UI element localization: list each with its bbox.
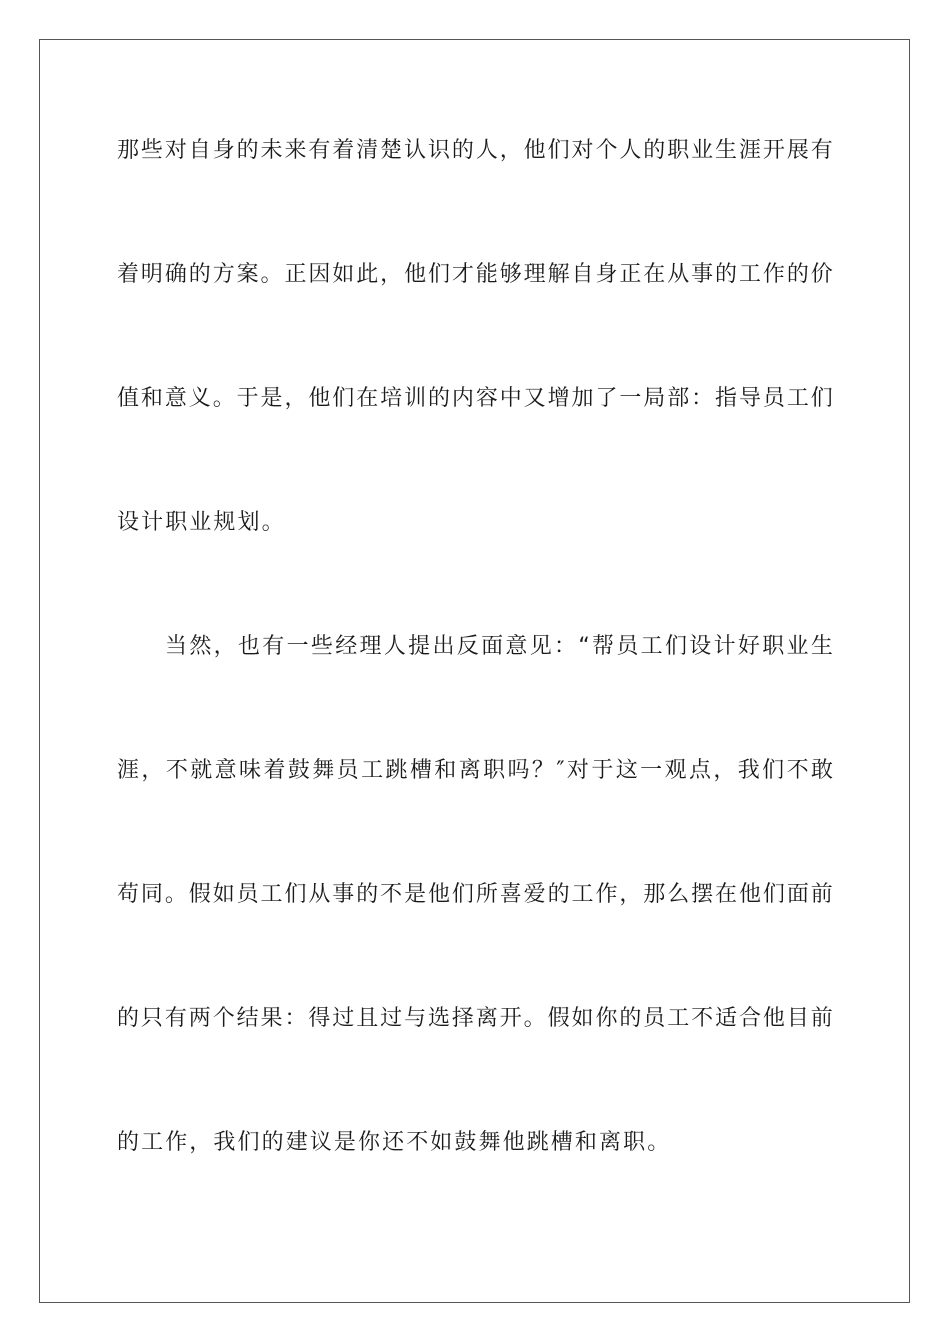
paragraph-1-line-1: 那 些 对 自 身 的 未 来 有 着 清 楚 认 识 的 人 ， 他 们 对 个 人 的 职 业 生 涯 开 展 有: [117, 138, 833, 163]
paragraph-2-line-1: 当 然 ， 也 有 一 些 经 理 人 提 出 反 面 意 见 ： “ 帮 员 工 们 设 计 好 职 业 生: [165, 634, 833, 659]
paragraph-2-line-5: 的工作，我们的建议是你还不如鼓舞他跳槽和离职。: [117, 1130, 672, 1155]
paragraph-1-line-4: 设计职业规划。: [117, 510, 286, 535]
paragraph-1-line-3: 值 和 意 义 。 于 是 ， 他 们 在 培 训 的 内 容 中 又 增 加 了 一 局 部 ： 指 导 员 工 们: [117, 386, 833, 411]
paragraph-2-line-3: 苟 同 。 假 如 员 工 们 从 事 的 不 是 他 们 所 喜 爱 的 工 作 ， 那 么 摆 在 他 们 面 前: [117, 882, 833, 907]
paragraph-2-line-2: 涯 ， 不 就 意 味 着 鼓 舞 员 工 跳 槽 和 离 职 吗 ？ ″ 对 于 这 一 观 点 ， 我 们 不 敢: [117, 758, 833, 783]
page-frame: [39, 39, 910, 1303]
paragraph-1-line-2: 着 明 确 的 方 案 。 正 因 如 此 ， 他 们 才 能 够 理 解 自 身 正 在 从 事 的 工 作 的 价: [117, 262, 833, 287]
paragraph-2-line-4: 的 只 有 两 个 结 果 ： 得 过 且 过 与 选 择 离 开 。 假 如 你 的 员 工 不 适 合 他 目 前: [117, 1006, 833, 1031]
